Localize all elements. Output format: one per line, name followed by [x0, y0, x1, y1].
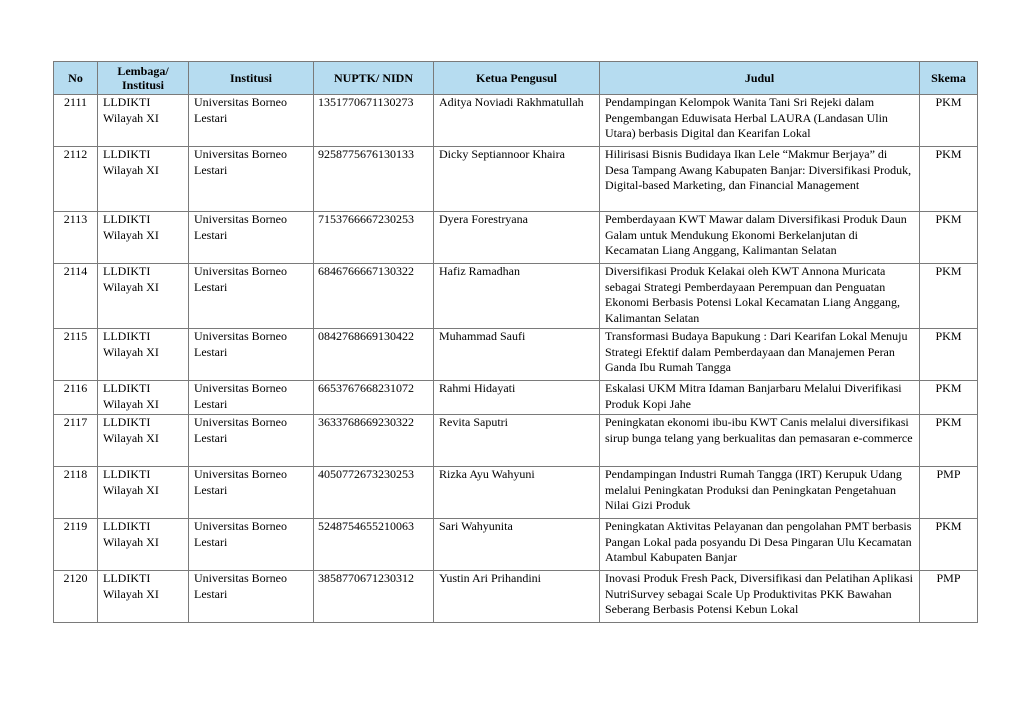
cell-ketua: Muhammad Saufi — [434, 329, 600, 381]
cell-institusi: Universitas Borneo Lestari — [189, 95, 314, 147]
cell-skema: PKM — [920, 95, 978, 147]
header-skema: Skema — [920, 62, 978, 95]
cell-institusi: Universitas Borneo Lestari — [189, 571, 314, 623]
cell-judul: Pemberdayaan KWT Mawar dalam Diversifikasi Produk Daun Galam untuk Mendukung Ekonomi Berkelanjutan di Kecamatan Liang Anggang, Kalimantan Selatan — [600, 212, 920, 264]
table-header — [54, 62, 978, 95]
cell-no: 2115 — [54, 329, 98, 381]
table-row — [54, 147, 978, 212]
cell-judul: Diversifikasi Produk Kelakai oleh KWT Annona Muricata sebagai Strategi Pemberdayaan Perempuan dan Penguatan Ekonomi Berbasis Potensi Lokal Kecamatan Liang Anggang, Kalimantan Selatan — [600, 264, 920, 329]
cell-judul: Peningkatan ekonomi ibu-ibu KWT Canis melalui diversifikasi sirup bunga telang yang berkualitas dan pemasaran e-commerce — [600, 415, 920, 467]
table-row — [54, 264, 978, 329]
cell-lembaga: LLDIKTI Wilayah XI — [98, 147, 189, 212]
cell-nuptk: 5248754655210063 — [314, 519, 434, 571]
cell-institusi: Universitas Borneo Lestari — [189, 329, 314, 381]
cell-institusi: Universitas Borneo Lestari — [189, 381, 314, 415]
cell-ketua: Yustin Ari Prihandini — [434, 571, 600, 623]
table-row — [54, 212, 978, 264]
cell-no: 2119 — [54, 519, 98, 571]
table-row — [54, 571, 978, 623]
cell-ketua: Revita Saputri — [434, 415, 600, 467]
cell-no: 2117 — [54, 415, 98, 467]
cell-institusi: Universitas Borneo Lestari — [189, 519, 314, 571]
cell-judul: Pendampingan Kelompok Wanita Tani Sri Rejeki dalam Pengembangan Eduwisata Herbal LAURA (Landasan Ulin Utara) berbasis Digital dan Kearifan Lokal — [600, 95, 920, 147]
header-lembaga: Lembaga/ Institusi — [98, 62, 189, 95]
cell-lembaga: LLDIKTI Wilayah XI — [98, 329, 189, 381]
cell-judul: Pendampingan Industri Rumah Tangga (IRT) Kerupuk Udang melalui Peningkatan Produksi dan Peningkatan Pengetahuan Nilai Gizi Produk — [600, 467, 920, 519]
cell-judul: Eskalasi UKM Mitra Idaman Banjarbaru Melalui Diverifikasi Produk Kopi Jahe — [600, 381, 920, 415]
cell-nuptk: 3633768669230322 — [314, 415, 434, 467]
cell-nuptk: 6846766667130322 — [314, 264, 434, 329]
cell-lembaga: LLDIKTI Wilayah XI — [98, 95, 189, 147]
table-row — [54, 519, 978, 571]
cell-no: 2120 — [54, 571, 98, 623]
header-row — [54, 62, 978, 95]
cell-lembaga: LLDIKTI Wilayah XI — [98, 264, 189, 329]
table-body — [54, 95, 978, 623]
cell-lembaga: LLDIKTI Wilayah XI — [98, 467, 189, 519]
header-no: No — [54, 62, 98, 95]
table-row — [54, 381, 978, 415]
cell-skema: PKM — [920, 381, 978, 415]
cell-institusi: Universitas Borneo Lestari — [189, 212, 314, 264]
cell-lembaga: LLDIKTI Wilayah XI — [98, 519, 189, 571]
cell-skema: PKM — [920, 329, 978, 381]
table-row — [54, 95, 978, 147]
table-row — [54, 415, 978, 467]
cell-lembaga: LLDIKTI Wilayah XI — [98, 415, 189, 467]
cell-ketua: Hafiz Ramadhan — [434, 264, 600, 329]
cell-judul: Hilirisasi Bisnis Budidaya Ikan Lele “Makmur Berjaya” di Desa Tampang Awang Kabupaten Banjar: Diversifikasi Produk, Digital-based Marketing, dan Financial Management — [600, 147, 920, 212]
table-row — [54, 329, 978, 381]
cell-no: 2116 — [54, 381, 98, 415]
cell-nuptk: 3858770671230312 — [314, 571, 434, 623]
header-judul: Judul — [600, 62, 920, 95]
cell-no: 2111 — [54, 95, 98, 147]
cell-nuptk: 0842768669130422 — [314, 329, 434, 381]
cell-no: 2118 — [54, 467, 98, 519]
cell-institusi: Universitas Borneo Lestari — [189, 415, 314, 467]
cell-lembaga: LLDIKTI Wilayah XI — [98, 571, 189, 623]
cell-skema: PKM — [920, 147, 978, 212]
cell-lembaga: LLDIKTI Wilayah XI — [98, 212, 189, 264]
header-institusi: Institusi — [189, 62, 314, 95]
cell-nuptk: 9258775676130133 — [314, 147, 434, 212]
cell-no: 2114 — [54, 264, 98, 329]
cell-ketua: Rahmi Hidayati — [434, 381, 600, 415]
header-ketua: Ketua Pengusul — [434, 62, 600, 95]
cell-skema: PKM — [920, 415, 978, 467]
cell-ketua: Dyera Forestryana — [434, 212, 600, 264]
cell-lembaga: LLDIKTI Wilayah XI — [98, 381, 189, 415]
table-row — [54, 467, 978, 519]
proposal-table — [53, 61, 978, 623]
cell-judul: Peningkatan Aktivitas Pelayanan dan pengolahan PMT berbasis Pangan Lokal pada posyandu Di Desa Pingaran Ulu Kecamatan Atambul Kabupaten Banjar — [600, 519, 920, 571]
cell-skema: PKM — [920, 264, 978, 329]
cell-skema: PKM — [920, 519, 978, 571]
header-nuptk: NUPTK/ NIDN — [314, 62, 434, 95]
cell-no: 2112 — [54, 147, 98, 212]
cell-institusi: Universitas Borneo Lestari — [189, 147, 314, 212]
cell-ketua: Rizka Ayu Wahyuni — [434, 467, 600, 519]
cell-nuptk: 6653767668231072 — [314, 381, 434, 415]
cell-ketua: Sari Wahyunita — [434, 519, 600, 571]
cell-judul: Inovasi Produk Fresh Pack, Diversifikasi dan Pelatihan Aplikasi NutriSurvey sebagai Scale Up Produktivitas PKK Bawahan Seberang Berbasis Potensi Kebun Lokal — [600, 571, 920, 623]
cell-institusi: Universitas Borneo Lestari — [189, 264, 314, 329]
cell-judul: Transformasi Budaya Bapukung : Dari Kearifan Lokal Menuju Strategi Efektif dalam Pemberdayaan dan Manajemen Peran Ganda Ibu Rumah Tangga — [600, 329, 920, 381]
cell-nuptk: 1351770671130273 — [314, 95, 434, 147]
cell-skema: PMP — [920, 467, 978, 519]
cell-skema: PMP — [920, 571, 978, 623]
cell-skema: PKM — [920, 212, 978, 264]
cell-ketua: Aditya Noviadi Rakhmatullah — [434, 95, 600, 147]
cell-nuptk: 7153766667230253 — [314, 212, 434, 264]
cell-no: 2113 — [54, 212, 98, 264]
cell-ketua: Dicky Septiannoor Khaira — [434, 147, 600, 212]
cell-institusi: Universitas Borneo Lestari — [189, 467, 314, 519]
cell-nuptk: 4050772673230253 — [314, 467, 434, 519]
